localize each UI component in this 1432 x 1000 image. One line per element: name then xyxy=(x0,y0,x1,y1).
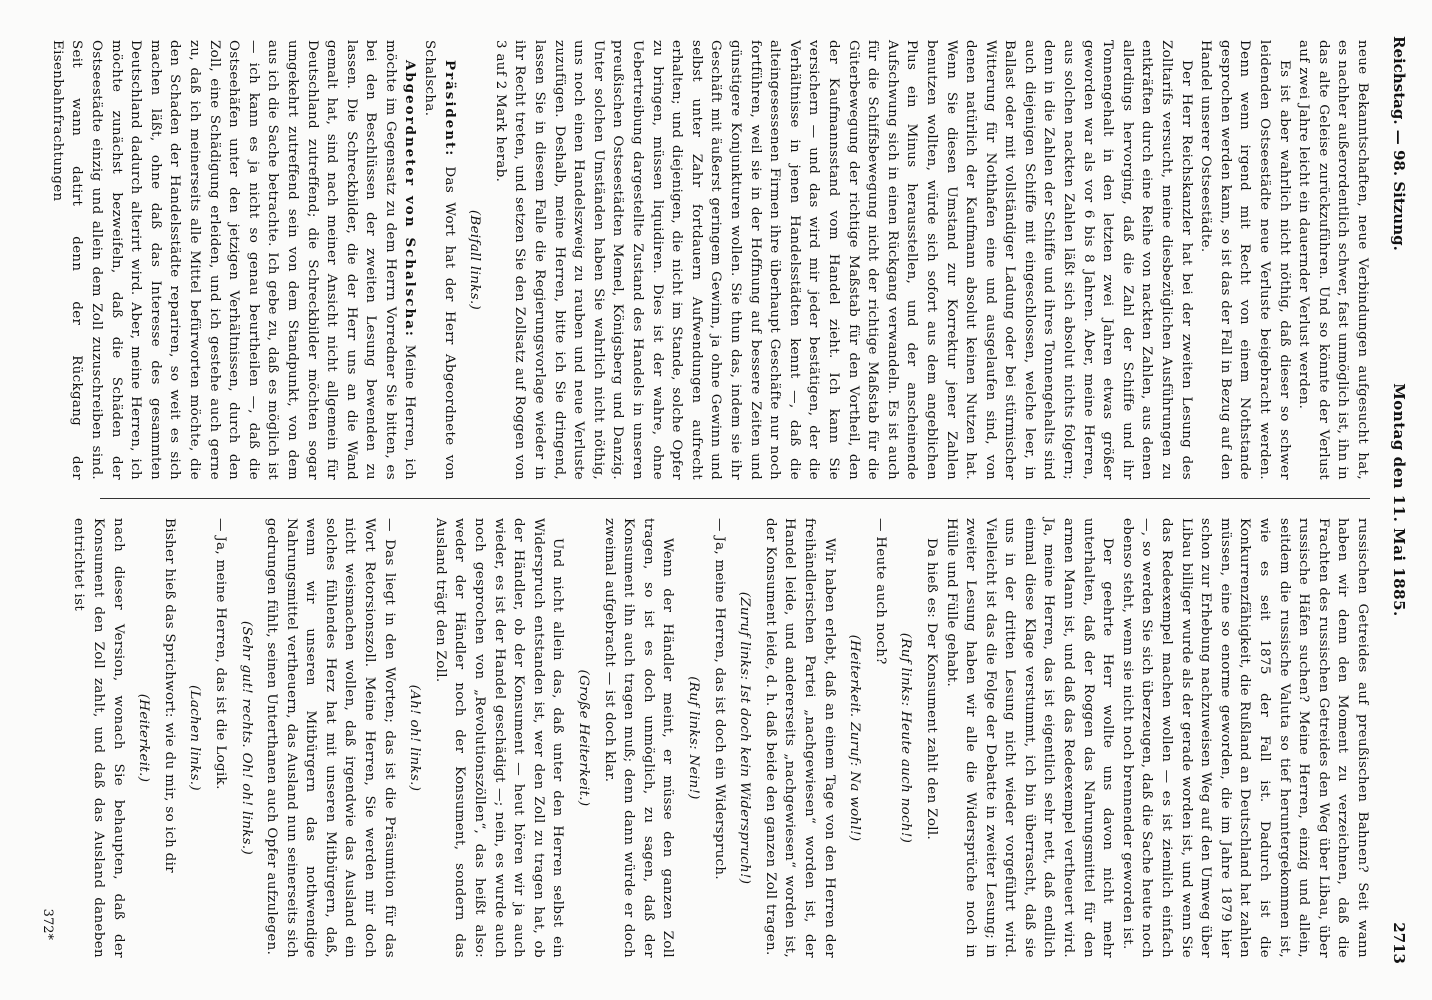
paragraph: russischen Getreides auf preußischen Bahnen? Seit wann haben wir denn den Moment zu verzeichnen, daß die Frachten des russischen Getreides den Weg über Libau, über russische Häfen suchen? Meine Herren, einzig und allein, seitdem die russische Valuta so tief heruntergekommen ist, wie es seit 1875 der Fall ist. Dadurch ist die Konkurrenzfähigkeit, die Rußland an Deutschland hat zahlen müssen, eine so enorme geworden, die im Jahre 1879 hier schon zur Erhebung nachzuweisen Weg auf den Umweg über Libau billiger wurde als der gerade worden ist, und wenn Sie das Redeexempel machen wollen — es ist ziemlich einfach —, so werden Sie sich überzeugen, daß die Sache heute noch ebenso steht, wenn sie nicht noch brennender geworden ist. xyxy=(1119,518,1370,958)
paragraph: Es ist aber wahrlich nicht nöthig, daß dieser so schwer leidenden Ostseestädte neue Verluste beigebracht werden. Denn wenn irgend mit Recht von einem Nothstande gesprochen werden kann, so ist das der Fall in Bezug auf den Handel unserer Ostseestädte. xyxy=(1198,40,1292,480)
paragraph: Wenn der Händler meint, er müsse den ganzen Zoll tragen, so ist es doch unmöglich, zu sagen, daß der Konsument ihn auch tragen muß; denn dann würde er doch zweimal aufgebracht — ist doch klar. xyxy=(601,518,676,958)
header-left: Reichstag. — 98. Sitzung. xyxy=(1390,36,1408,251)
paragraph: — Das liegt in den Worten; das ist die Präsumtion für das Wort Retorsionszoll. Meine Herren, Sie werden mir doch nicht weismachen wollen, daß irgendwie das Ausland ein solches fühlendes Herz hat mit unseren Mitbürgern, daß, wenn wir unseren Mitbürgern das nothwendige Nahrungsmittel vertheuern, das Ausland nun seinerseits sich gedrungen fühlt, seinen Unterthanen auch Opfer aufzulegen. xyxy=(264,518,397,958)
paragraph: Bisher hieß das Sprichwort: wie du mir, so ich dir xyxy=(161,518,177,873)
president-label: Präsident: xyxy=(441,60,458,158)
interjection: (Lachen links.) xyxy=(187,685,203,791)
page-number: 2713 xyxy=(1390,922,1408,964)
paragraph: neue Bekanntschaften, neue Verbindungen aufgesucht hat, es nachher außerordentlich schwer, fast unmöglich ist, ihn in das alte Geleise zurückzuführen. Und so könnte der Verlust auf zwei Jahre leicht ein dauernder Verlust werden. xyxy=(1296,40,1370,480)
interjection: (Heiterkeit. Zuruf: Na wohl!) xyxy=(847,634,863,842)
paragraph: Da hieß es: Der Konsument zahlt den Zoll. xyxy=(923,538,939,841)
interjection: (Ruf links: Nein!) xyxy=(686,676,701,800)
paragraph: Der geehrte Herr wollte uns davon nicht mehr unterhalten, daß der Roggen das Nahrungsmittel für den armen Mann ist, und daß das Redeexempel vertheuert wird. Ja, meine Herren, das ist eigentlich sehr nett, daß endlich einmal diese Klage verstummt, ich bin überrascht, daß sie uns in der dritten Lesung nicht wieder vorgeführt wird. Vielleicht ist das die Folge der Debatte in zweiter Lesung; in zweiter Lesung haben wir alle die Widersprüche noch in Hülle und Fülle gehabt. xyxy=(943,518,1116,958)
page-header xyxy=(1384,36,1412,964)
column-divider xyxy=(100,498,1370,499)
paragraph: nach dieser Version, wonach Sie behaupten, daß der Konsument den Zoll zahlt, und daß das Ausland daneben entrichtet ist xyxy=(71,518,126,958)
paragraph: Und nicht allein das, daß unter den Herren selbst ein Widerspruch entstanden ist, wer den Zoll zu tragen hat, ob der Händler, ob der Konsument — heut hören wir ja auch wieder, es ist der Handel geschädigt —; nein, es wurde auch noch gesprochen von „Revolutionszöllen“, das heißt also: weder der Händler noch der Konsument, sondern das Ausland trägt den Zoll. xyxy=(432,518,566,958)
paragraph: — Ja, meine Herren, das ist die Logik. xyxy=(212,518,228,790)
speaker-label: Abgeordneter von Schalscha: xyxy=(402,60,419,338)
interjection: (Ah! oh! links.) xyxy=(407,684,423,792)
interjection: (Ruf links: Heute auch noch!) xyxy=(898,632,914,844)
paragraph: Der Herr Reichskanzler hat bei der zweiten Lesung des Zolltarifs versucht, meine diesbezüglichen Ausführungen zu entkräften durch eine Reihe von nackten Zahlen, aus denen allerdings hervorging, daß die Zahl der Schiffe und ihr Tonnengehalt in den letzten zwei Jahren etwas größer geworden war als vor 6 bis 8 Jahren. Aber, meine Herren, aus solchen nackten Zahlen läßt sich absolut nichts folgern; denn in die Zahlen der Schiffe und ihres Tonnengehalts sind auch diejenigen Schiffe mit eingeschlossen, welche leer, in Ballast oder mit vollständiger Ladung oder bei stürmischer Witterung für Nothhafen eine und ausgelaufen sind, von denen natürlich der Kaufmann absolut keinen Nutzen hat. Wenn Sie diesen Umstand zur Korrektur jener Zahlen benutzen wollten, würde sich sofort aus dem angeblichen Plus ein Minus herausstellen, und der anscheinende Aufschwung sich in einen Rückgang verwandeln. Es ist auch für die Schiffsbewegung nicht der richtige Maßstab für die Güterbewegung der richtige Maßstab für den Vortheil, den der Kaufmannsstand vom Handel zieht. Ich kann Sie versichern — und das wird mir jeder bestätigen, der die Verhältnisse in jenen Handelsstädten kennt —, daß die alteingesessenen Firmen ihre überhaupt Geschäfte nur noch fortführen, weil sie in der Hoffnung auf bessere Zeiten und günstigere Konjunkturen wollen. Sie thun das, indem sie ihr Geschäft mit äußerst geringem Gewinn, ja ohne Gewinn und selbst unter Zahr fortdauern Aufwendungen aufrecht erhalten; und diejenigen, die nicht im Stande, solche Opfer zu bringen, müssen liquidiren. Dies ist der wahre, ohne Uebertreibung dargestellte Zustand des Handels in unseren preußischen Ostseestädten Memel, Königsberg und Danzig. Unter solchen Umständen haben Sie wahrlich nicht nöthig, uns noch einen Handelszweig zu rauben und neue Verluste zuzufügen. Deshalb, meine Herren, bitte ich Sie dringend, lassen Sie in diesem Falle die Regierungsvorlage wieder in ihr Recht treten, und setzen Sie den Zollsatz auf Roggen von 3 auf 2 Mark herab. xyxy=(492,40,1194,480)
paragraph: — Ja, meine Herren, das ist doch ein Widerspruch. xyxy=(711,518,727,880)
signature-mark: 372* xyxy=(40,908,55,940)
left-column xyxy=(49,40,1372,481)
interjection: — Heute auch noch? xyxy=(872,518,888,665)
right-column xyxy=(71,518,1372,958)
applause-note: (Beifall links.) xyxy=(467,209,483,311)
interjection: (Sehr gut! rechts. Oh! oh! links.) xyxy=(238,620,254,856)
header-date: Montag den 11. Mai 1885. xyxy=(1390,383,1408,617)
interjection: (Heiterkeit.) xyxy=(136,693,152,783)
president-text: Das Wort hat der Herr Abgeordnete von Schalscha. xyxy=(422,40,457,480)
interjection: (Zuruf links: Ist doch kein Widerspruch!) xyxy=(737,591,753,885)
interjection: (Große Heiterkeit.) xyxy=(576,669,592,807)
paragraph: Wir haben erlebt, daß an einem Tage von den Herren der freihändlerischen Partei „nachgewiesen“ worden ist, der Handel leide, und andererseits „nachgewiesen“ worden ist, der Konsument leide, d. h. daß beide den ganzen Zoll tragen. xyxy=(762,518,837,958)
paragraph: Meine Herren, ich möchte im Gegensatz zu dem Herrn Vorredner Sie bitten, es bei den Beschlüssen der zweiten Lesung bewenden zu lassen. Die Schreckbilder, die der Herr uns an die Wand gemalt hat, sind nach meiner Ansicht nicht allgemein für Deutschland zutreffend; die Schreckbilder möchten sogar umgekehrt zutreffend sein von dem Standpunkt, von dem aus ich die Sache betrachte. Ich gebe zu, daß es möglich ist — ich kann es ja nicht so genau beurtheilen —, daß die Ostseehäfen unter den jetzigen Verhältnissen, durch den Zoll, eine Schädigung erleiden, und ich gestehe auch gerne zu, daß ich meinerseits alle Mittel befürworten möchte, die den Schaden der Handelsstädte repariren, so weit es sich machen läßt, ohne daß das Interesse des gesammten Deutschland dadurch alterirt wird. Aber, meine Herren, ich möchte zunächst bezweifeln, daß die Schäden der Ostseestädte einzig und allein dem Zoll zuzuschreiben sind. Seit wann datirt denn der Rückgang der Eisenbahnfrachtungen xyxy=(49,40,418,481)
